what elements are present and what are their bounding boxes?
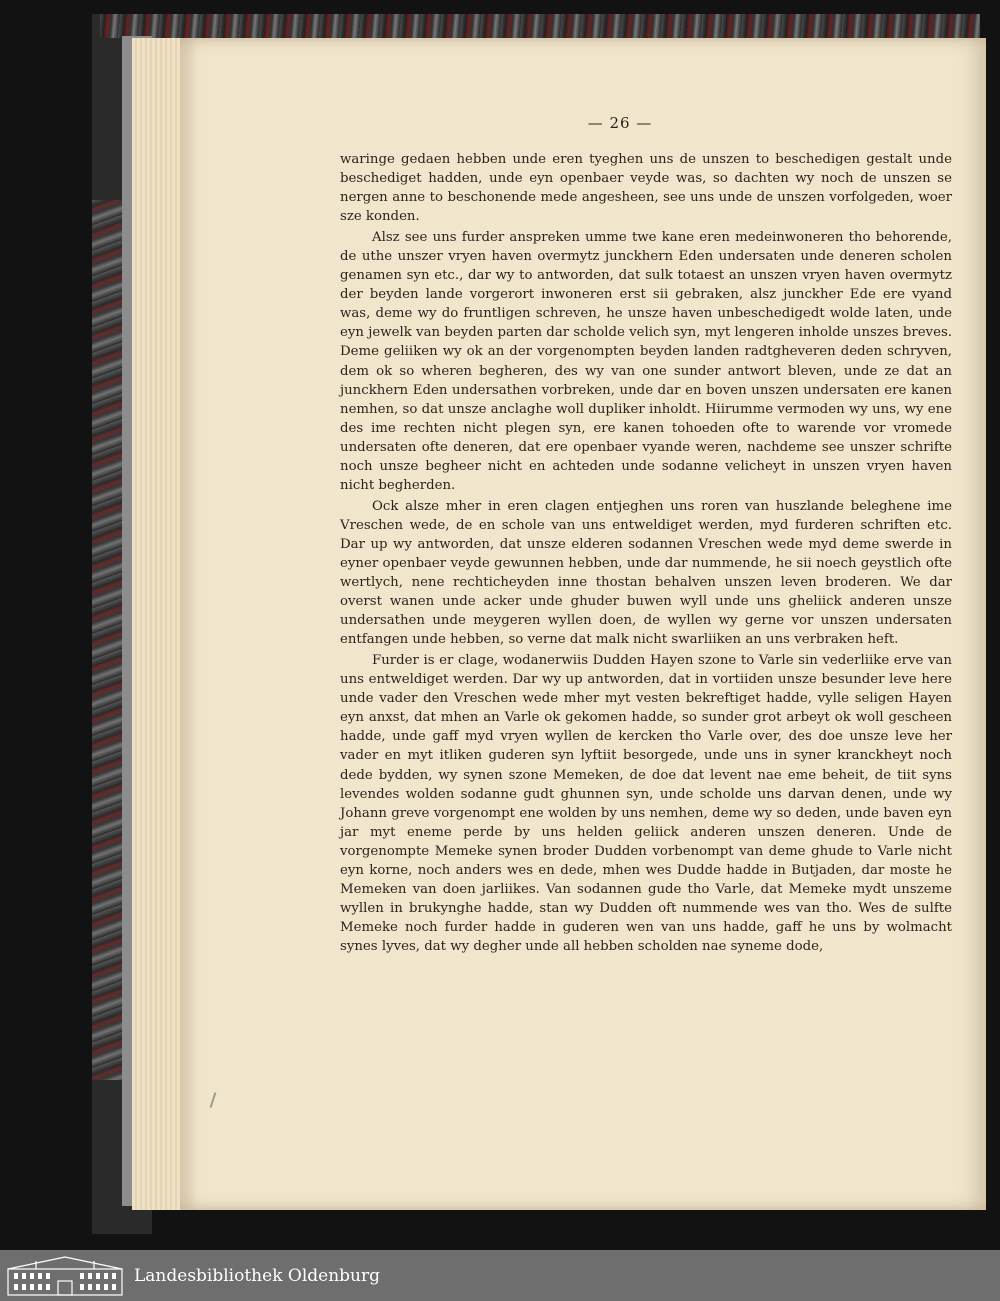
- paragraph: Alsz see uns furder anspreken umme twe kane eren medeinwoneren tho behorende, de uthe unszer vryen haven overmytz junckhern Eden undersaten unde deneren scholen genamen syn etc., dar wy to antworden, dat sulk totaest an unszen vryen haven overmytz der beyden lande vorgerort inwoneren erst sii gebraken, alsz junckher Ede ere vyand was, deme wy do fruntligen schreven, he unsze haven unbeschedigedt wolde laten, unde eyn jewelk van beyden parten dar scholde velich syn, myt lengeren inholde unszes breves. Deme geliiken wy ok an der vorgenompten beyden landen radtgheveren deden schryven, dem ok so wheren begheren, des wy van one sunder antwort bleven, unde ze dat an junckhern Eden undersathen vorbreken, unde dar en boven unszen undersaten ere kanen nemhen, so dat unsze anclaghe woll dupliker inholdt. Hiirumme vermoden wy uns, wy ene des ime rechten nicht plegen syn, ere kanen tohoeden ofte to warende vor vromede undersaten ofte deneren, dat ere openbaer vyande weren, nachdeme see unszer schrifte noch unsze begheer nicht en achteden unde sodanne velicheyt in unszen vryen haven nicht begherden.: [340, 230, 952, 493]
- marbled-edge-top: [100, 14, 980, 38]
- footer-bar: [0, 1250, 1000, 1301]
- book-page: [180, 38, 986, 1210]
- paragraph: Ock alsze mher in eren clagen entjeghen uns roren van huszlande beleghene ime Vreschen wede, de en schole van uns entweldiget werden, myd furderen schriften etc. Dar up wy antworden, dat unsze elderen sodannen Vreschen wede myd deme swerde in eyner openbaer veyde gewunnen hebben, unde dar nummende, he sii noech geystlich ofte wertlych, nene rechticheyden inne thostan behalven unszen leven broderen. We dar overst wanen unde acker unde ghuder buwen wyll unde uns gheliick anderen unsze undersathen unde meygeren wyllen doen, de wyllen wy gerne vor unszen undersaten entfangen unde hebben, so verne dat malk nicht swarliiken an uns verbraken heft.: [340, 498, 952, 648]
- library-building-icon: [6, 1255, 124, 1297]
- page-number: — 26 —: [587, 114, 653, 132]
- footer-label: Landesbibliothek Oldenburg: [134, 1265, 381, 1286]
- page-text: [340, 150, 952, 956]
- paragraph: Furder is er clage, wodanerwiis Dudden Hayen szone to Varle sin vederliike erve van uns entweldiget werden. Dar wy up antworden, dat in vortiiden unsze besunder leve here unde vader den Vreschen wede mher myt vesten bekreftiget hadde, vylle seligen Hayen eyn anxst, dat mhen an Varle ok gekomen hadde, so sunder grot arbeyt ok woll gescheen hadde, unde gaff myd vryen wyllen de kercken tho Varle over, des doe unsze leve her vader en myt itliken guderen syn lyftiit besorgede, unde uns in syner kranckheyt noch dede bydden, wy synen szone Memeken, de doe dat levent nae eme beheit, de tiit syns levendes wolden sodanne gudt ghunnen syn, unde scholde uns darvan denen, unde wy Johann greve vorgenompt ene wolden by uns nemhen, deme wy so deden, unde baven eyn jar myt eneme perde by uns helden geliick anderen unszen deneren. Unde de vorgenompte Memeke synen broder Dudden vorbenompt van deme ghude to Varle nicht eyn korne, noch anders wes en dede, mhen wes Dudde hadde in Butjaden, dar moste he Memeken van doen jarliikes. Van sodannen gude tho Varle, dat Memeke mydt unszeme wyllen in brukynghe hadde, stan wy Dudden oft nummende wes van tho. Wes de sulfte Memeke noch furder hadde in guderen wen van uns hadde, gaff he uns by wolmacht synes lyves, dat wy degher unde all hebben scholden nae syneme dode,: [340, 653, 952, 954]
- paragraph: waringe gedaen hebben unde eren tyeghen uns de unszen to beschedigen gestalt unde beschediget hadden, unde eyn openbaer veyde was, so dachten wy noch de unszen se nergen anne to beschonende mede angesheen, see uns unde de unszen vorfolgeden, woer sze konden.: [340, 152, 952, 225]
